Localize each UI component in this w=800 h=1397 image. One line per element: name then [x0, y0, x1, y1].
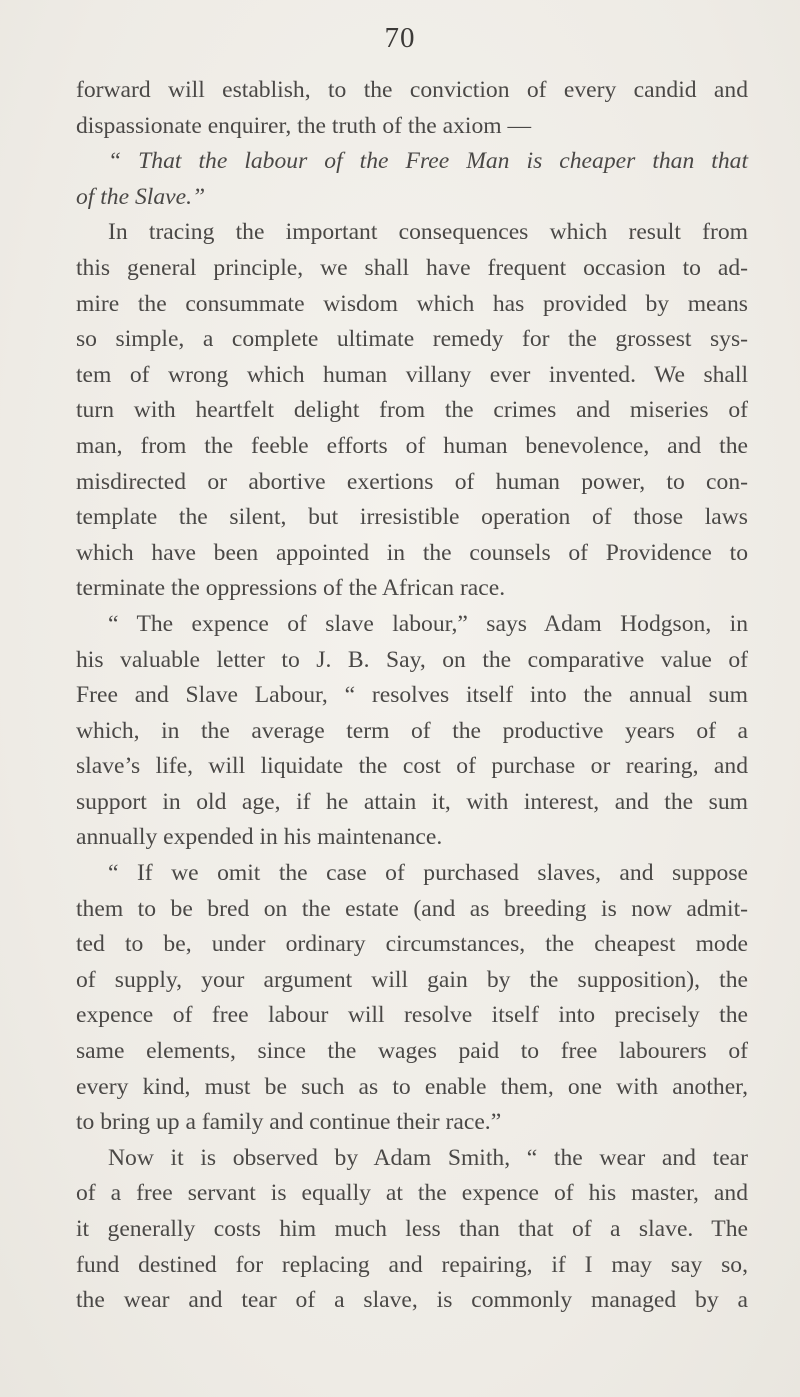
text-line: mire the consummate wisdom which has provided by means: [76, 290, 748, 317]
text-line: of supply, your argument will gain by the supposition), the: [76, 966, 748, 993]
text-line: template the silent, but irresistible operation of those laws: [76, 504, 748, 531]
text-line: the wear and tear of a slave, is commonly managed by a: [76, 1287, 748, 1314]
text-line: of the Slave.”: [76, 183, 206, 210]
text-line: slave’s life, will liquidate the cost of purchase or rearing, and: [76, 753, 748, 780]
page-number: 70: [384, 22, 416, 54]
text-line: annually expended in his maintenance.: [76, 824, 443, 851]
text-line: expence of free labour will resolve itself into precisely the: [76, 1002, 748, 1029]
text-line: ted to be, under ordinary circumstances, the cheapest mode: [76, 931, 748, 958]
text-line: In tracing the important consequences which result from: [108, 219, 748, 246]
text-line: forward will establish, to the conviction of every candid and: [76, 77, 748, 103]
text-line: to bring up a family and continue their race.”: [76, 1109, 502, 1136]
text-line: turn with heartfelt delight from the crimes and miseries of: [76, 397, 748, 424]
text-line: “ If we omit the case of purchased slaves, and suppose: [108, 860, 748, 887]
text-line: “ That the labour of the Free Man is cheaper than that: [108, 148, 748, 175]
text-line: same elements, since the wages paid to free labourers of: [76, 1038, 748, 1065]
text-line: which, in the average term of the productive years of a: [76, 717, 748, 744]
text-line: Now it is observed by Adam Smith, “ the wear and tear: [108, 1144, 748, 1171]
text-line: terminate the oppressions of the African race.: [76, 575, 506, 602]
text-line: every kind, must be such as to enable them, one with another,: [76, 1073, 748, 1100]
text-line: this general principle, we shall have frequent occasion to ad-: [76, 254, 748, 281]
text-line: dispassionate enquirer, the truth of the axiom —: [76, 112, 532, 139]
text-line: misdirected or abortive exertions of human power, to con-: [76, 468, 748, 495]
text-line: which have been appointed in the counsels of Providence to: [76, 539, 748, 566]
text-line: it generally costs him much less than that of a slave. The: [76, 1216, 748, 1242]
text-line: tem of wrong which human villany ever invented. We shall: [76, 361, 748, 388]
text-line: his valuable letter to J. B. Say, on the comparative value of: [76, 646, 748, 673]
text-line: man, from the feeble efforts of human benevolence, and the: [76, 432, 748, 459]
text-line: so simple, a complete ultimate remedy for the grossest sys-: [76, 326, 748, 353]
text-line: them to be bred on the estate (and as breeding is now admit-: [76, 895, 748, 922]
text-line: support in old age, if he attain it, with interest, and the sum: [76, 788, 748, 815]
text-line: Free and Slave Labour, “ resolves itself into the annual sum: [76, 682, 748, 709]
text-line: “ The expence of slave labour,” says Adam Hodgson, in: [108, 610, 748, 637]
text-line: fund destined for replacing and repairing, if I may say so,: [76, 1251, 748, 1278]
body-text: [76, 73, 748, 1319]
text-line: of a free servant is equally at the expence of his master, and: [76, 1180, 748, 1207]
